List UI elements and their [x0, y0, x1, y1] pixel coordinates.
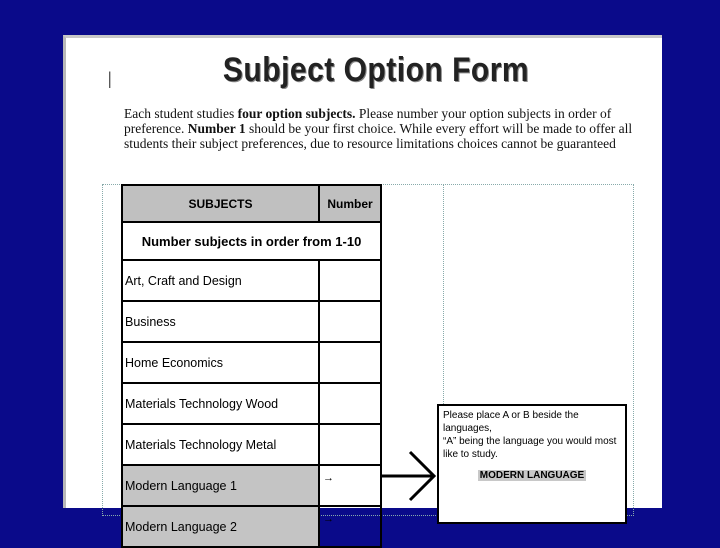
subject-name: Materials Technology Metal	[122, 424, 319, 465]
table-row	[122, 506, 381, 547]
subject-name: Art, Craft and Design	[122, 260, 319, 301]
subject-name: Business	[122, 301, 319, 342]
form-title: Subject Option Form	[222, 51, 530, 89]
table-row	[122, 260, 381, 301]
subheader-instruction: Number subjects in order from 1-10	[122, 222, 381, 260]
table-row	[122, 424, 381, 465]
table-row	[122, 342, 381, 383]
header-subjects: SUBJECTS	[122, 185, 319, 222]
number-cell[interactable]	[319, 424, 381, 465]
table-row	[122, 301, 381, 342]
intro-bold-2: Number 1	[187, 121, 246, 136]
modern-language-box	[437, 404, 627, 524]
intro-text-1: Each student studies	[124, 106, 238, 121]
header-number: Number	[319, 185, 381, 222]
number-cell[interactable]	[319, 260, 381, 301]
intro-paragraph	[124, 106, 634, 151]
language-instruction-3: like to study.	[443, 449, 498, 460]
text-cursor: |	[108, 68, 112, 88]
subject-name: Materials Technology Wood	[122, 383, 319, 424]
intro-bold-1: four option subjects.	[237, 106, 356, 121]
subject-name: Modern Language 1	[122, 465, 319, 506]
number-cell[interactable]	[319, 301, 381, 342]
subjects-table	[121, 184, 382, 548]
table-header-row	[122, 185, 381, 222]
number-cell[interactable]: →	[319, 506, 381, 547]
table-row	[122, 465, 381, 506]
table-subheader-row	[122, 222, 381, 260]
number-cell[interactable]	[319, 383, 381, 424]
number-cell[interactable]	[319, 342, 381, 383]
table-row	[122, 383, 381, 424]
arrow-right-icon	[376, 448, 440, 508]
language-heading	[443, 469, 621, 482]
subject-name: Home Economics	[122, 342, 319, 383]
language-instruction-2: “A” being the language you would most	[443, 436, 617, 447]
subject-name: Modern Language 2	[122, 506, 319, 547]
intro-text-2: Please number your option subjects in order of preference.	[124, 106, 612, 136]
number-cell[interactable]: →	[319, 465, 381, 506]
document-page	[63, 35, 662, 534]
language-heading-text: MODERN LANGUAGE	[479, 470, 585, 481]
intro-text-3: should be your first choice. While every effort will be made to offer all students their subject preferences, due to resource limitations choices cannot be guaranteed	[124, 121, 633, 151]
language-instruction-1: Please place A or B beside the languages,	[443, 410, 579, 434]
